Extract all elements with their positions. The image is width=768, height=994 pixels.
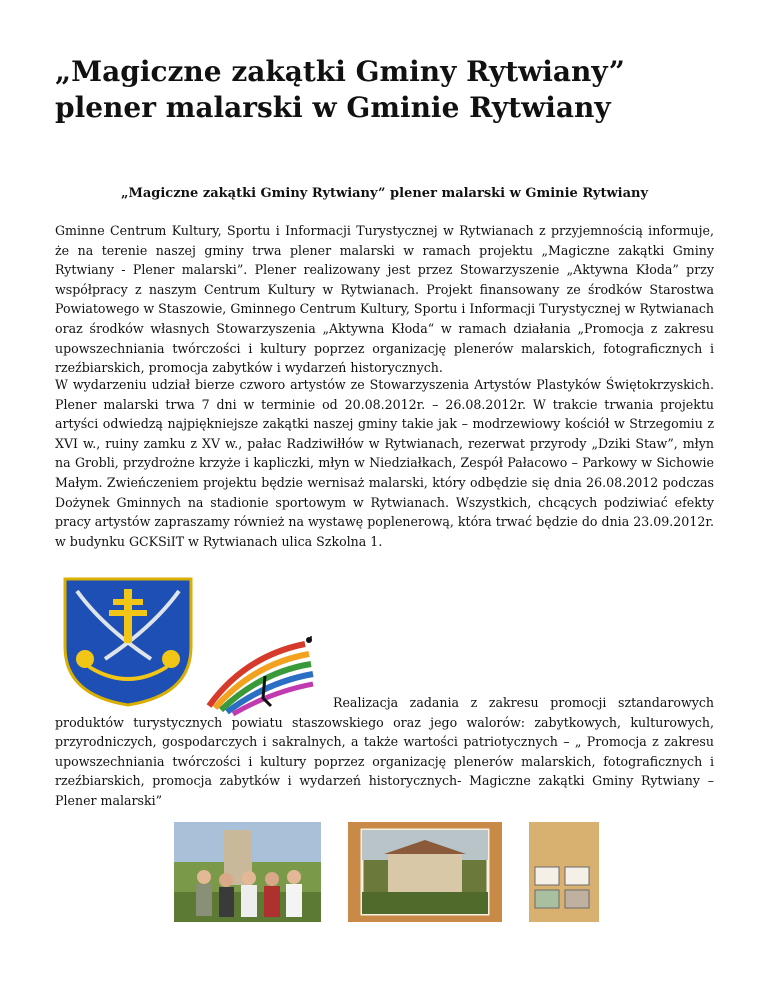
article-subtitle: „Magiczne zakątki Gminy Rytwiany” plener malarski w Gminie Rytwiany [120,186,649,201]
group-photo-image [174,822,321,922]
manor-painting-image [348,822,502,922]
project-caption [55,693,714,811]
paragraph-intro: Gminne Centrum Kultury, Sportu i Informacji Turystycznej w Rytwianach z przyjemnością informuje, że na terenie naszej gminy trwa plener malarski w ramach projektu „Magiczne zakątki Gminy Rytwiany - Plener malarski”. Plener realizowany jest przez Stowarzyszenie „Aktywna Kłoda” przy współpracy z naszym Centrum Kultury w Rytwianach. Projekt finansowany ze środków Starostwa Powiatowego w Staszowie, Gminnego Centrum Kultury, Sportu i Informacji Turystycznej w Rytwianach oraz środków własnych Stowarzyszenia „Aktywna Kłoda“ w ramach działania „Promocja z zakresu upowszechniania twórczości i kultury poprzez organizację plenerów malarskich, fotograficznych i rzeźbiarskich, promocja zabytków i wydarzeń historycznych. [55,223,714,376]
paragraph-details: W wydarzeniu udział bierze czworo artystów ze Stowarzyszenia Artystów Plastyków Świętokrzyskich. Plener malarski trwa 7 dni w terminie od 20.08.2012r. – 26.08.2012r. W trakcie trwania projektu artyści odwiedzą najpiękniejsze zakątki naszej gminy takie jak – modrzewiowy kościół w Strzegomiu z XVI w., ruiny zamku z XV w., pałac Radziwiłłów w Rytwianach, rezerwat przyrody „Dziki Staw”, młyn na Grobli, przydrożne krzyże i kapliczki, młyn w Niedziałkach, Zespół Pałacowo – Parkowy w Sichowie Małym. Zwieńczeniem projektu będzie wernisaż malarski, który odbędzie się dnia 26.08.2012 podczas Dożynek Gminnych na stadionie sportowym w Rytwianach. Wszystkich, chcących podziwiać efekty pracy artystów zapraszamy również na wystawę poplenerową, która trwać będzie do dnia 23.09.2012r. w budynku GCKSiIT w Rytwianach ulica Szkolna 1. [55,377,714,549]
coat-of-arms-image [63,577,193,707]
project-caption-text: Realizacja zadania z zakresu promocji sztandarowych produktów turystycznych powiatu staszowskiego oraz jego walorów: zabytkowych, kulturowych, przyrodniczych, gospodarczych i sakralnych, a także wartości patriotycznych – „ Promocja z zakresu upowszechniania twórczości i kultury poprzez organizację plenerów malarskich, fotograficznych i rzeźbiarskich, promocja zabytków i wydarzeń historycznych- Magiczne zakątki Gminy Rytwiany – Plener malarski” [55,695,714,808]
exhibition-photo-image [529,822,599,922]
page-title: „Magiczne zakątki Gminy Rytwiany” plener malarski w Gminie Rytwiany [55,55,625,124]
